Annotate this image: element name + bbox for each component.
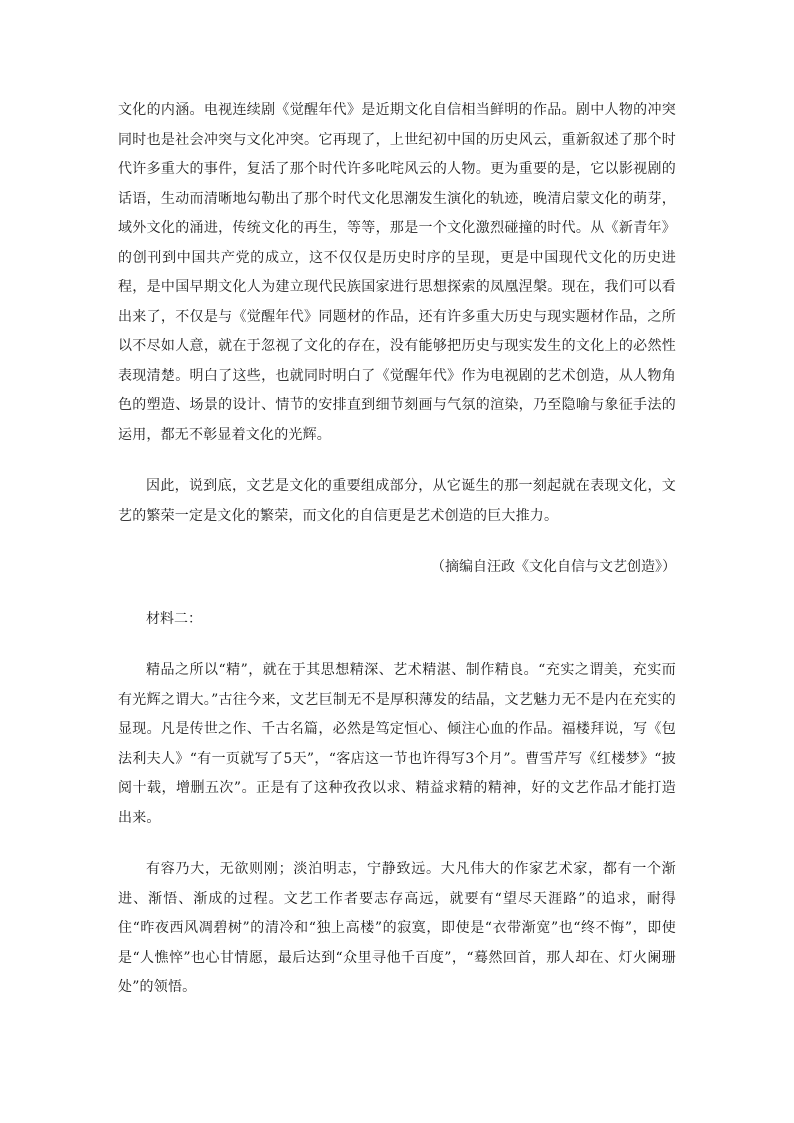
paragraph-3: 精品之所以“精”，就在于其思想精深、艺术精湛、制作精良。“充实之谓美，充实而有光辉之谓大。”古往今来，文艺巨制无不是厚积薄发的结晶，文艺魅力无不是内在充实的显现。凡是传世之作、千古名篇，必然是笃定恒心、倾注心血的作品。福楼拜说，写《包法利夫人》“有一页就写了5天”，“客店这一节也许得写3个月”。曹雪芹写《红楼梦》“披阅十载，增删五次”。正是有了这种孜孜以求、精益求精的精神，好的文艺作品才能打造出来。	[118, 662, 676, 826]
document-body	[118, 96, 676, 1003]
material-2-label: 材料二：	[146, 610, 202, 627]
source-citation: （摘编自汪政《文化自信与文艺创造》）	[431, 559, 676, 575]
paragraph-4: 有容乃大，无欲则刚；淡泊明志，宁静致远。大凡伟大的作家艺术家，都有一个渐进、渐悟、渐成的过程。文艺工作者要志存高远，就要有“望尽天涯路”的追求，耐得住“昨夜西风凋碧树”的清冷和“独上高楼”的寂寞，即使是“衣带渐宽”也“终不悔”，即使是“人憔悴”也心甘情愿，最后达到“众里寻他千百度”，“蓦然回首，那人却在、灯火阑珊处”的领悟。	[118, 861, 676, 995]
paragraph-2: 因此，说到底，文艺是文化的重要组成部分，从它诞生的那一刻起就在表现文化，文艺的繁荣一定是文化的繁荣，而文化的自信更是艺术创造的巨大推力。	[118, 478, 676, 524]
paragraph-1: 文化的内涵。电视连续剧《觉醒年代》是近期文化自信相当鲜明的作品。剧中人物的冲突同时也是社会冲突与文化冲突。它再现了，上世纪初中国的历史风云，重新叙述了那个时代许多重大的事件，复活了那个时代许多叱咤风云的人物。更为重要的是，它以影视剧的话语，生动而清晰地勾勒出了那个时代文化思潮发生演化的轨迹，晚清启蒙文化的萌芽，域外文化的涌进，传统文化的再生，等等，那是一个文化激烈碰撞的时代。从《新青年》的创刊到中国共产党的成立，这不仅仅是历史时序的呈现，更是中国现代文化的历史进程，是中国早期文化人为建立现代民族国家进行思想探索的凤凰涅槃。现在，我们可以看出来了，不仅是与《觉醒年代》同题材的作品，还有许多重大历史与现实题材作品，之所以不尽如人意，就在于忽视了文化的存在，没有能够把历史与现实发生的文化上的必然性表现清楚。明白了这些，也就同时明白了《觉醒年代》作为电视剧的艺术创造，从人物角色的塑造、场景的设计、情节的安排直到细节刻画与气氛的渲染，乃至隐喻与象征手法的运用，都无不彰显着文化的光辉。	[118, 102, 676, 443]
